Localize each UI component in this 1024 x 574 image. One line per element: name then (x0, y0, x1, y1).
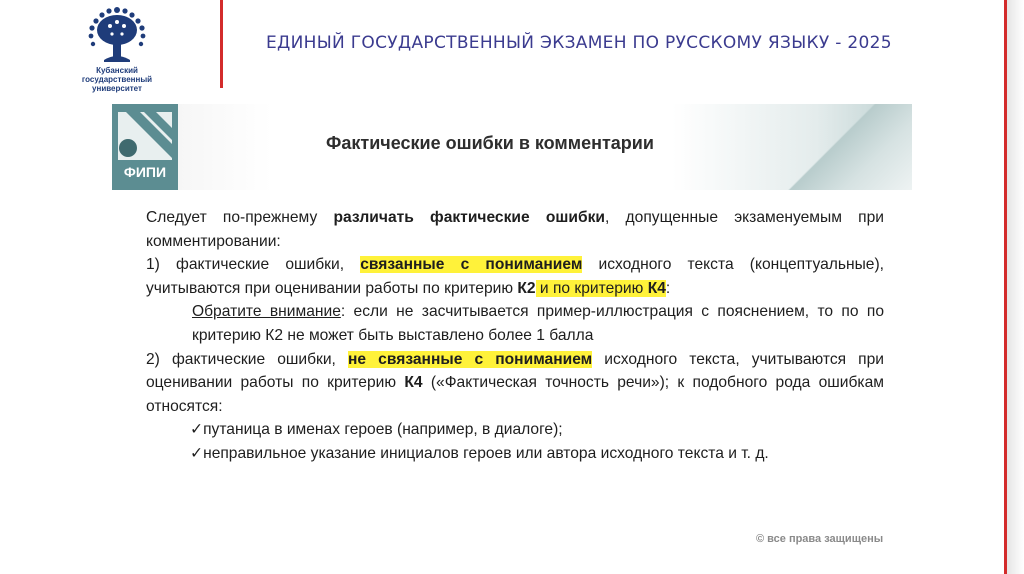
highlight-text: не связанные с пониманием (348, 350, 593, 368)
fipi-label: ФИПИ (123, 164, 167, 180)
check-icon: ✓ (190, 421, 204, 439)
logo-line-2: государственный (81, 75, 153, 84)
note-label: Обратите внимание (192, 303, 341, 321)
highlight-text: и по критерию (535, 279, 648, 297)
tree-emblem-icon (82, 4, 152, 66)
right-edge-shadow (1007, 0, 1024, 574)
red-divider-top (220, 0, 223, 88)
paragraph-item-2 (146, 348, 884, 419)
criterion-k4: К4 (647, 279, 666, 297)
university-logo (72, 4, 162, 96)
main-text (146, 206, 884, 466)
section-title: Фактические ошибки в комментарии (326, 133, 654, 153)
check-icon: ✓ (190, 444, 204, 462)
note-paragraph (146, 300, 884, 347)
banner-decor (772, 104, 912, 190)
paragraph-intro (146, 206, 884, 253)
text: исходного текста, учитываются при оценивании работы по критерию (146, 350, 884, 392)
highlight-text: связанные с пониманием (360, 256, 583, 274)
text: 2) фактические ошибки, (146, 350, 348, 368)
text: («Фактическая точность речи»); к подобного рода ошибкам относятся: (146, 374, 884, 415)
page-title: ЕДИНЫЙ ГОСУДАРСТВЕННЫЙ ЭКЗАМЕН ПО РУССКОМУ ЯЗЫКУ - 2025 (266, 33, 892, 53)
text: : (665, 279, 671, 297)
logo-line-1: Кубанский (96, 66, 138, 75)
fipi-emblem-icon (118, 112, 172, 160)
copyright-notice: © все права защищены (756, 533, 884, 545)
paragraph-item-1 (146, 253, 884, 300)
text: , допущенные экзаменуемым при комментировании: (146, 209, 884, 250)
bold-text: различать фактические ошибки (333, 209, 606, 226)
note-text: : если не засчитывается пример-иллюстрация с пояснением, то по по критерию К2 не может быть выставлено более 1 балла (192, 303, 884, 344)
fipi-logo (112, 104, 178, 190)
criterion-k2: К2 (517, 279, 536, 297)
list-item-text: неправильное указание инициалов героев или автора исходного текста и т. д. (203, 444, 769, 462)
list-item-text: путаница в именах героев (например, в диалоге); (203, 421, 563, 439)
logo-line-3: университет (92, 84, 142, 93)
list-item (146, 442, 884, 466)
list-item (146, 418, 884, 442)
text: 1) фактические ошибки, (146, 256, 361, 274)
criterion-k4: К4 (404, 374, 423, 392)
text: исходного текста (концептуальные), учитываются при оценивании работы по критерию (146, 256, 884, 297)
section-banner (112, 104, 912, 190)
text: Следует по-прежнему (146, 209, 334, 226)
